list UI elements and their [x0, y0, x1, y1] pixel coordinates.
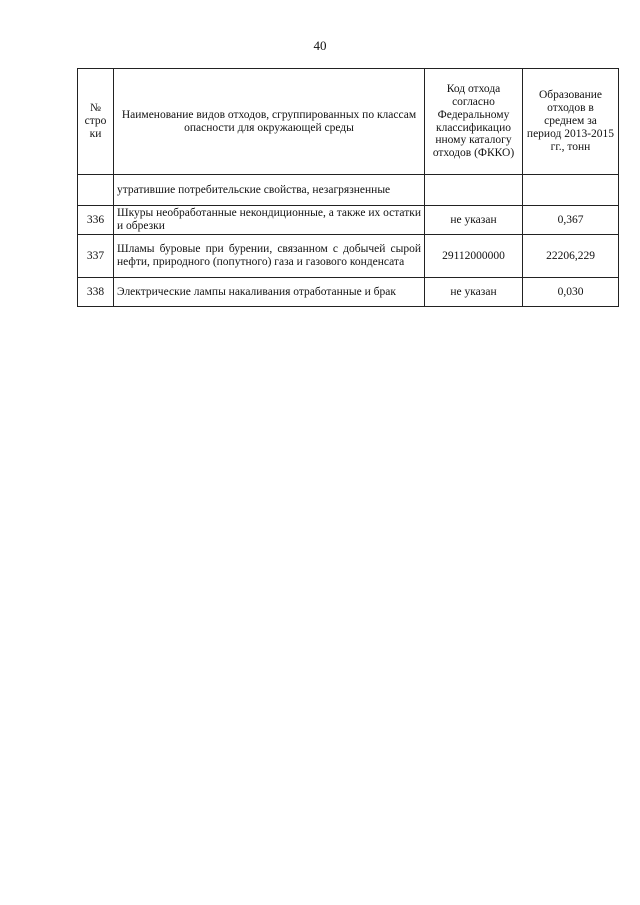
table-header-row	[78, 69, 619, 175]
cell-waste-amount: 0,367	[523, 206, 619, 235]
cell-waste-name: Шкуры необработанные некондиционные, а также их остатки и обрезки	[114, 206, 425, 235]
cell-waste-name: Электрические лампы накаливания отработанные и брак	[114, 278, 425, 307]
table-row	[78, 235, 619, 278]
cell-waste-amount: 0,030	[523, 278, 619, 307]
cell-waste-name: Шламы буровые при бурении, связанном с добычей сырой нефти, природного (попутного) газа и газового конденсата	[114, 235, 425, 278]
header-waste-code: Код отхода согласно Федеральному классификацио нному каталогу отходов (ФККО)	[425, 69, 523, 175]
waste-table	[77, 68, 619, 307]
cell-waste-code: не указан	[425, 278, 523, 307]
table-row	[78, 206, 619, 235]
header-waste-name: Наименование видов отходов, сгруппированных по классам опасности для окружающей среды	[114, 69, 425, 175]
table-row	[78, 278, 619, 307]
cell-row-number: 338	[78, 278, 114, 307]
cell-row-number	[78, 175, 114, 206]
cell-waste-name: утратившие потребительские свойства, незагрязненные	[114, 175, 425, 206]
page-number: 40	[313, 38, 327, 53]
table-row-continuation	[78, 175, 619, 206]
header-row-number: № стро ки	[78, 69, 114, 175]
cell-waste-code	[425, 175, 523, 206]
cell-waste-code: 29112000000	[425, 235, 523, 278]
header-waste-amount: Образование отходов в среднем за период 2013-2015 гг., тонн	[523, 69, 619, 175]
cell-waste-code: не указан	[425, 206, 523, 235]
cell-waste-amount	[523, 175, 619, 206]
cell-row-number: 336	[78, 206, 114, 235]
cell-row-number: 337	[78, 235, 114, 278]
cell-waste-amount: 22206,229	[523, 235, 619, 278]
